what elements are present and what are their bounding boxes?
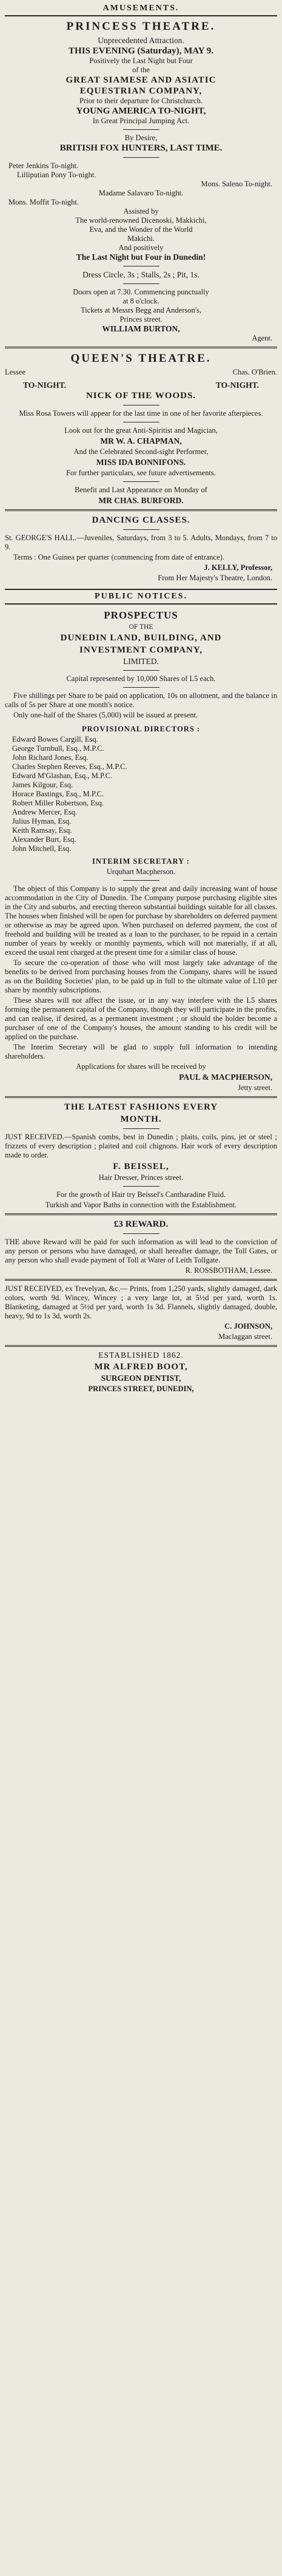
ad-line: of the: [132, 66, 150, 74]
ad-line: Dress Circle, 3s ; Stalls, 2s ; Pit, 1s.: [82, 270, 200, 279]
prospectus-title: PROSPECTUS: [104, 609, 178, 621]
reward-body: THE above Reward will be paid for such information as will lead to the conviction of any person or persons who have damaged, or shall hereafter damage, the Toll Gates, or any person who shall evade payment of Toll at Water of Leith Tollgate.: [5, 1238, 277, 1264]
ad-line: By Desire,: [124, 134, 158, 142]
lessee-label: Lessee: [5, 368, 26, 376]
further-line: For further particulars, see future advertisements.: [66, 469, 216, 477]
divider: [5, 347, 277, 348]
ad-line: Tickets at Messrs Begg and Anderson's,: [80, 306, 201, 314]
fashions-growth: For the growth of Hair try Beissel's Cantharadine Fluid.: [56, 1190, 226, 1199]
ad-line: In Great Principal Jumping Act.: [92, 117, 190, 125]
divider: [123, 157, 159, 158]
fashions-title-2: MONTH.: [120, 1114, 162, 1124]
divider: [123, 129, 159, 130]
ad-line: The world-renowned Dicenoski, Makkichi,: [75, 216, 207, 225]
agent-label: Agent.: [252, 334, 272, 342]
director-name: George Turnbull, Esq., M.P.C.: [12, 744, 104, 753]
company-name-line-1: DUNEDIN LAND, BUILDING, AND: [60, 633, 222, 643]
director-name: Julius Hyman, Esq.: [12, 817, 72, 825]
ad-line: Assisted by: [123, 207, 159, 215]
ad-line: The Last Night but Four in Dunedin!: [76, 253, 206, 262]
capital-line: Capital represented by 10,000 Shares of L5 each.: [66, 674, 216, 683]
reward-title: £3 REWARD.: [113, 1219, 169, 1229]
shares-payment: Five shillings per Share to be paid on application, 10s on allotment, and the balance in calls of 5s per Share at one month's notice.: [5, 691, 277, 709]
play-title: NICK OF THE WOODS.: [86, 391, 196, 401]
tonight-left: TO-NIGHT.: [23, 381, 67, 390]
tonight-line: [5, 381, 277, 390]
reward-ad: [5, 1219, 277, 1275]
ad-line: Prior to their departure for Christchurch.: [79, 97, 203, 105]
ad-line: Peter Jenkins To-night.: [8, 161, 79, 170]
ad-line: Princes street.: [119, 315, 163, 324]
chapman-name: MR W. A. CHAPMAN,: [100, 436, 182, 446]
established-title: ESTABLISHED 1862.: [98, 1351, 184, 1360]
prospectus-applications: Applications for shares will be received by: [76, 1062, 206, 1071]
prospectus-transfer: These shares will not affect the issue, or in any way interfere with the L5 shares forming the permanent capital of the Company, though they will participate in the profits, and can realise, if desired, as a permanent investment ; or should the holder become a purchaser of one of the Company's houses, the amount standing to his credit will be applied on the purchase.: [5, 996, 277, 1041]
divider: [123, 1128, 159, 1129]
ad-line: Positively the Last Night but Four: [89, 56, 193, 65]
ad-line: Makichi.: [127, 234, 155, 243]
director-name: Edward M'Glashan, Esq., M.P.C.: [12, 771, 113, 780]
divider: [123, 283, 159, 284]
directors-list: [5, 735, 277, 853]
ad-line: Mons. Moffit To-night.: [8, 198, 79, 206]
bonnifons-name: MISS IDA BONNIFONS.: [96, 458, 186, 467]
dancing-professor: J. KELLY, Professor,: [204, 563, 272, 572]
lookout-line: Look out for the great Anti-Spiritist and Magician,: [64, 426, 218, 435]
lessee-name: Chas. O'Brien.: [232, 368, 277, 376]
johnson-body: JUST RECEIVED, ex Trevelyan, &c.— Prints, from 1,250 yards, slightly damaged, dark colors, worth 9d. Wincey, Wincey ; a very large lot, at 5½d per yard, worth 1s. Blanketing, damaged at 5½d per yard, worth 1s 3d. Flannels, slightly damaged, double, heavy, 9d to 1s 3d, worth 2s.: [5, 1284, 277, 1320]
newspaper-column: [5, 0, 277, 1394]
shares-issued: Only one-half of the Shares (5,000) will be issued at present.: [13, 711, 198, 719]
divider: [5, 1279, 277, 1281]
divider: [123, 880, 159, 881]
dentist-street: PRINCES STREET, DUNEDIN,: [88, 1385, 194, 1393]
fashions-baths: Turkish and Vapor Baths in connection with the Establishment.: [45, 1201, 237, 1209]
johnson-street: Maclaggan street.: [218, 1332, 272, 1341]
dentist-role: SURGEON DENTIST,: [101, 1374, 181, 1383]
prospectus-of-the: OF THE: [129, 623, 153, 631]
burford-name: MR CHAS. BURFORD.: [98, 496, 184, 505]
director-name: Keith Ramsay, Esq.: [12, 826, 72, 835]
ad-line: THIS EVENING (Saturday), MAY 9.: [69, 46, 213, 56]
benefit-line: Benefit and Last Appearance on Monday of: [75, 486, 207, 494]
princess-theatre-ad: [5, 20, 277, 343]
prospectus-cooperation: To secure the co-operation of those who will most largely take advantage of the benefits to be derived from purchasing houses from the Company, shares will be issued as on the Building Societies' plan, to be paid up in full to the ultimate value of L10 per share by monthly subscriptions.: [5, 958, 277, 994]
divider: [123, 1233, 159, 1234]
ad-line: Doors open at 7.30. Commencing punctually: [73, 288, 209, 296]
company-name-line-2: INVESTMENT COMPANY,: [79, 645, 203, 655]
divider: [123, 687, 159, 688]
prospectus-ad: [5, 609, 277, 1093]
ad-line: Unprecedented Attraction.: [98, 36, 184, 45]
reward-signed: R. ROSSBOTHAM, Lessee.: [185, 1266, 272, 1275]
prospectus-jetty: Jetty street.: [238, 1083, 272, 1092]
director-name: Robert Miller Robertson, Esq.: [12, 799, 104, 807]
princess-theatre-title: PRINCESS THEATRE.: [66, 20, 216, 33]
ad-line: Eva, and the Wonder of the World: [89, 225, 193, 234]
established-ad: [5, 1351, 277, 1394]
queens-theatre-ad: [5, 352, 277, 506]
fashions-body: JUST RECEIVED.—Spanish combs, best in Dunedin ; plaits, coils, pins, jet or steel ; frizzets of every description ; plaited and coil chignons. Hair work of every description made to order.: [5, 1133, 277, 1159]
ad-line: EQUESTRIAN COMPANY,: [79, 86, 203, 96]
divider: [123, 481, 159, 482]
dancing-title: DANCING CLASSES.: [92, 515, 190, 525]
director-name: Alexander Burt, Esq.: [12, 835, 76, 844]
divider: [5, 1096, 277, 1098]
johnson-ad: [5, 1284, 277, 1341]
divider: [123, 1186, 159, 1187]
queens-theatre-title: QUEEN'S THEATRE.: [70, 352, 212, 365]
lessee-line: [5, 368, 277, 377]
prospectus-interim: The Interim Secretary will be glad to supply full information to intending shareholders.: [5, 1043, 277, 1060]
fashions-address: Hair Dresser, Princes street.: [98, 1173, 184, 1182]
company-limited: LIMITED.: [123, 657, 159, 666]
divider: [5, 1213, 277, 1215]
ad-line: GREAT SIAMESE AND ASIATIC: [65, 75, 217, 85]
director-name: James Kilgour, Esq.: [12, 781, 73, 789]
director-name: Andrew Mercer, Esq.: [12, 808, 78, 816]
public-notices-heading: PUBLIC NOTICES.: [5, 589, 277, 605]
dancing-from: From Her Majesty's Theatre, London.: [158, 574, 272, 582]
ad-line: YOUNG AMERICA TO-NIGHT,: [76, 106, 206, 116]
ad-line: Lilliputian Pony To-night.: [17, 171, 96, 179]
ad-line: at 8 o'clock.: [123, 297, 159, 305]
secretary-heading: INTERIM SECRETARY :: [92, 857, 190, 866]
rosa-towers-notice: Miss Rosa Towers will appear for the last time in one of her favorite afterpieces.: [19, 409, 263, 418]
prospectus-object: The object of this Company is to supply the great and daily increasing want of house accommodation in the City of Dunedin. The Company purpose purchasing eligible sites in the City and suburbs, and erecting thereon substantial buildings suitable for all classes. The houses when finished will be open for purchase by shareholders on deferred payment or otherwise as may be agreed upon. When purchased on deferred payment, the cost of freehold and building will be treated as a loan to the purchaser, to be repaid in a certain number of years by weekly or monthly payments, which will not materially, if at all, exceed the usual rent charged at the present time for a similar class of house.: [5, 884, 277, 957]
ad-line: BRITISH FOX HUNTERS, LAST TIME.: [59, 143, 223, 153]
fashions-name: F. BEISSEL,: [113, 1162, 169, 1171]
divider: [5, 509, 277, 511]
director-name: Edward Bowes Cargill, Esq.: [12, 735, 98, 744]
dancing-body: St. GEORGE'S HALL.—Juveniles, Saturdays, from 3 to 5. Adults, Mondays, from 7 to 9.: [5, 534, 277, 551]
ad-line: And positively: [118, 243, 164, 252]
ad-line: Mons. Saleno To-night.: [201, 180, 272, 188]
ad-line: Madame Salavaro To-night.: [98, 189, 184, 197]
ad-line: WILLIAM BURTON,: [102, 324, 180, 333]
directors-heading: PROVISIONAL DIRECTORS :: [81, 725, 201, 733]
johnson-name: C. JOHNSON,: [224, 1322, 272, 1330]
tonight-right: TO-NIGHT.: [215, 381, 259, 390]
director-name: John Mitchell, Esq.: [12, 844, 72, 853]
dentist-name: MR ALFRED BOOT,: [94, 1362, 188, 1372]
director-name: Horace Bastings, Esq., M.P.C.: [12, 790, 104, 798]
divider: [123, 529, 159, 530]
dancing-classes-ad: [5, 515, 277, 583]
second-sight-line: And the Celebrated Second-sight Performer,: [73, 447, 209, 456]
amusements-heading: AMUSEMENTS.: [5, 2, 277, 16]
divider: [5, 1345, 277, 1347]
dancing-terms: Terms : One Guinea per quarter (commencing from date of entrance).: [13, 553, 224, 561]
prospectus-paul: PAUL & MACPHERSON,: [179, 1073, 272, 1082]
director-name: John Richard Jones, Esq.: [12, 753, 89, 762]
fashions-title-1: THE LATEST FASHIONS EVERY: [64, 1102, 218, 1112]
divider: [123, 670, 159, 671]
secretary-name: Urquhart Macpherson.: [106, 867, 176, 876]
director-name: Charles Stephen Reeves, Esq., M.P.C.: [12, 762, 127, 771]
fashions-ad: [5, 1102, 277, 1210]
